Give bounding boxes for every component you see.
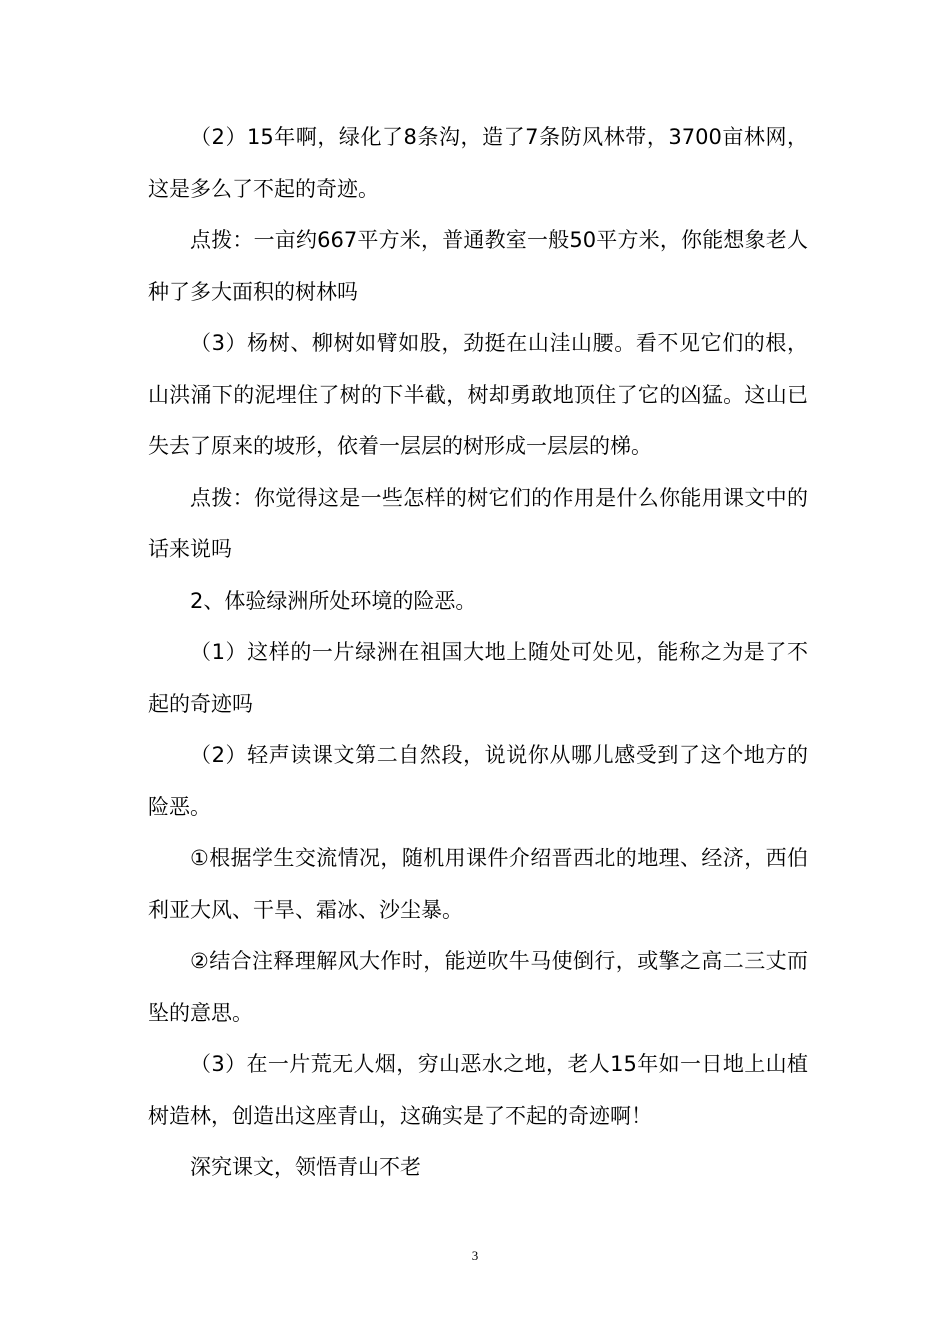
paragraph-read-aloud: （2）轻声读课文第二自然段，说说你从哪儿感受到了这个地方的险恶。: [148, 743, 808, 819]
paragraph-achievement: （2）15年啊，绿化了8条沟，造了7条防风林带，3700亩林网，这是多么了不起的奇迹。: [148, 125, 808, 201]
section-heading-environment: 2、体验绿洲所处环境的险恶。: [190, 588, 477, 613]
paragraph-hint-trees: 点拨：你觉得这是一些怎样的树它们的作用是什么你能用课文中的话来说吗: [148, 485, 808, 561]
paragraph-courseware: ①根据学生交流情况，随机用课件介绍晋西北的地理、经济，西伯利亚大风、干旱、霜冰、沙尘暴。: [148, 846, 808, 922]
paragraph-question-oasis: （1）这样的一片绿洲在祖国大地上随处可处见，能称之为是了不起的奇迹吗: [148, 640, 808, 716]
paragraph-trees: （3）杨树、柳树如臂如股，劲挺在山洼山腰。看不见它们的根，山洪涌下的泥埋住了树的下半截，树却勇敢地顶住了它的凶猛。这山已失去了原来的坡形，依着一层层的树形成一层层的梯。: [148, 331, 808, 458]
paragraph-hint-area: 点拨：一亩约667平方米，普通教室一般50平方米，你能想象老人种了多大面积的树林吗: [148, 228, 808, 304]
section-heading-explore: 深究课文，领悟青山不老: [190, 1155, 421, 1179]
paragraph-miracle: （3）在一片荒无人烟，穷山恶水之地，老人15年如一日地上山植树造林，创造出这座青山，这确实是了不起的奇迹啊！: [148, 1052, 808, 1128]
paragraph-annotation: ②结合注释理解风大作时，能逆吹牛马使倒行，或擎之高二三丈而坠的意思。: [148, 949, 808, 1025]
page-number: 3: [471, 1248, 479, 1263]
document-body: [148, 112, 808, 1194]
